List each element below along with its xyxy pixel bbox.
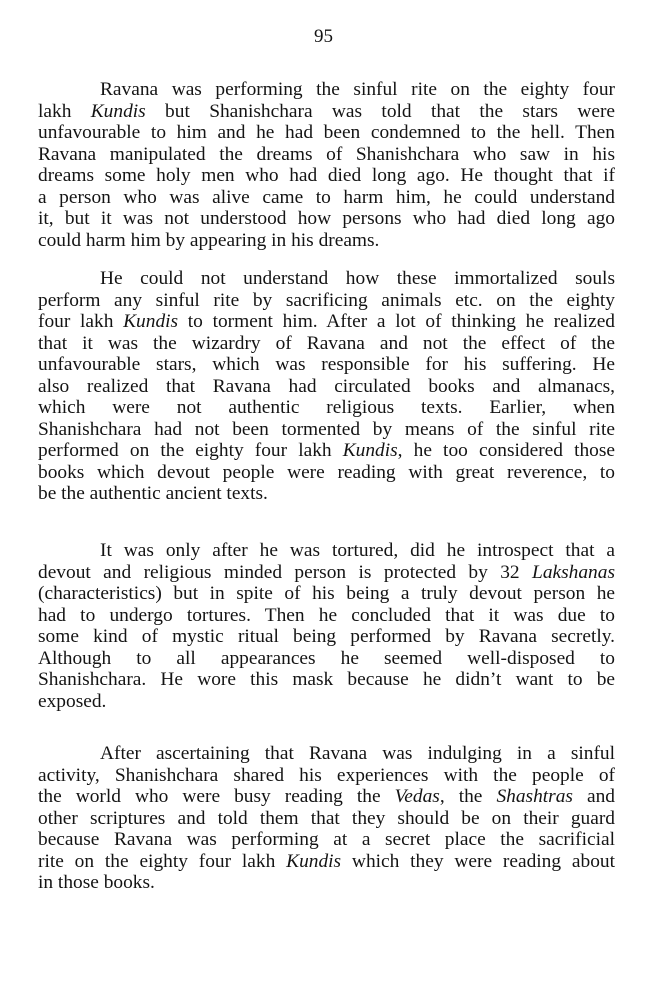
text-line: the world who were busy reading the Vedas, the Shashtras and: [38, 786, 615, 807]
text-line: that it was the wizardry of Ravana and not the effect of the: [38, 332, 615, 354]
text-line: four lakh Kundis to torment him. After a lot of thinking he realized: [38, 311, 615, 332]
text-line: other scriptures and told them that they should be on their guard: [38, 807, 615, 829]
text-line: After ascertaining that Ravana was indulging in a sinful: [100, 743, 615, 764]
text-line: books which devout people were reading with great reverence, to: [38, 461, 615, 483]
text-line: it, but it was not understood how persons who had died long ago: [38, 208, 615, 229]
text-line: unfavourable stars, which was responsible for his suffering. He: [38, 354, 615, 375]
text-line: unfavourable to him and he had been condemned to the hell. Then: [38, 122, 615, 143]
text-line: be the authentic ancient texts.: [38, 483, 268, 504]
text-line: dreams some holy men who had died long ago. He thought that if: [38, 165, 615, 186]
text-line: Ravana manipulated the dreams of Shanishchara who saw in his: [38, 143, 615, 165]
text-line: rite on the eighty four lakh Kundis which they were reading about: [38, 850, 615, 872]
text-line: had to undergo tortures. Then he concluded that it was due to: [38, 604, 615, 626]
text-line: lakh Kundis but Shanishchara was told that the stars were: [38, 100, 616, 122]
text-line: which were not authentic religious texts. Earlier, when: [38, 397, 615, 418]
text-line: could harm him by appearing in his dreams.: [38, 229, 380, 251]
text-line: in those books.: [38, 872, 155, 893]
text-line: a person who was alive came to harm him, he could understand: [38, 186, 615, 208]
text-line: performed on the eighty four lakh Kundis, he too considered those: [38, 440, 615, 461]
text-line: also realized that Ravana had circulated books and almanacs,: [38, 375, 615, 397]
text-line: It was only after he was tortured, did he introspect that a: [100, 540, 615, 561]
text-line: Ravana was performing the sinful rite on the eighty four: [100, 79, 615, 100]
text-line: perform any sinful rite by sacrificing animals etc. on the eighty: [38, 289, 615, 311]
text-line: Shanishchara. He wore this mask because he didn’t want to be: [38, 669, 615, 690]
text-line: exposed.: [38, 690, 107, 712]
page-number: 95: [314, 26, 333, 47]
text-line: activity, Shanishchara shared his experiences with the people of: [38, 764, 615, 786]
text-line: because Ravana was performing at a secret place the sacrificial: [38, 829, 615, 850]
text-line: Shanishchara had not been tormented by means of the sinful rite: [38, 418, 615, 440]
text-line: He could not understand how these immortalized souls: [100, 268, 615, 289]
text-line: Although to all appearances he seemed well-disposed to: [38, 647, 615, 669]
text-line: (characteristics) but in spite of his being a truly devout person he: [38, 583, 615, 604]
text-line: some kind of mystic ritual being performed by Ravana secretly.: [38, 626, 615, 647]
text-line: devout and religious minded person is protected by 32 Lakshanas: [38, 561, 615, 583]
